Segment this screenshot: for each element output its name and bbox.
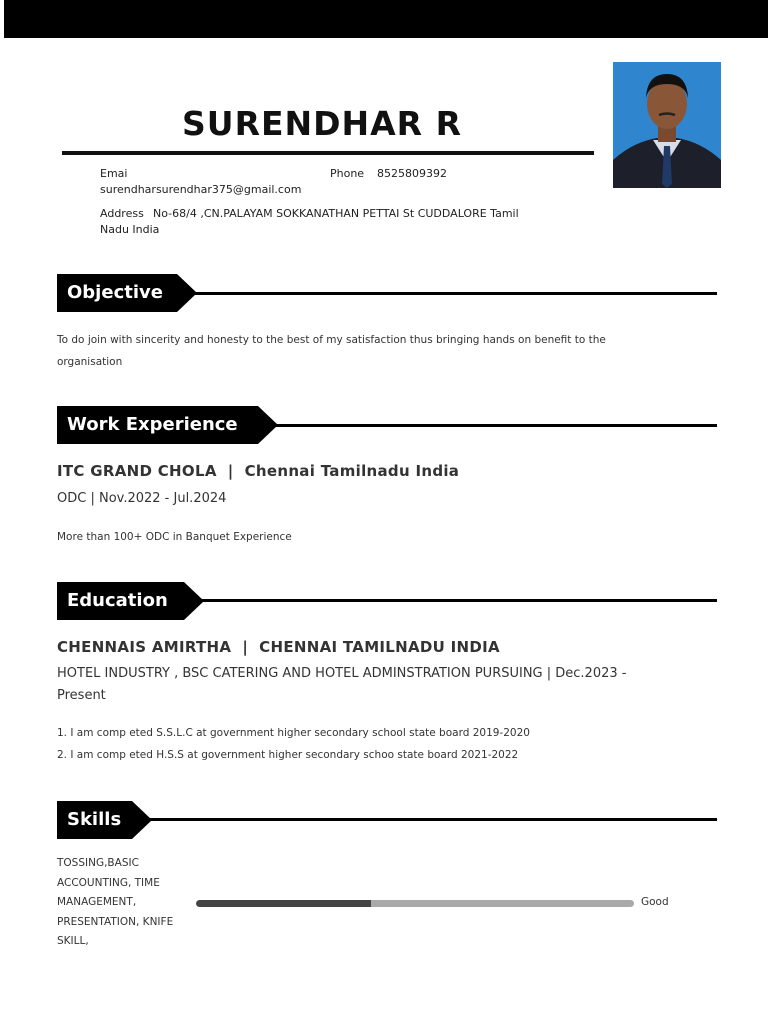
objective-text-line-2: organisation [57,356,123,368]
skills-heading: Skills [57,801,132,839]
skill-line: TOSSING,BASIC [57,857,139,869]
skill-line: ACCOUNTING, TIME [57,876,160,889]
skill-level-label: Good [641,896,669,908]
phone-value: 8525809392 [377,167,447,180]
objective-heading: Objective [57,274,177,312]
work-role-dates: ODC | Nov.2022 - Jul.2024 [57,491,227,506]
skill-line: SKILL, [57,935,89,947]
work-heading: Work Experience [57,406,258,444]
address-line-2: Nadu India [100,223,160,236]
work-organization: ITC GRAND CHOLA | Chennai Tamilnadu India [57,462,460,480]
skill-list [57,854,192,952]
email-value: surendharsurendhar375@gmail.com [100,183,302,196]
education-item-2: 2. I am comp eted H.S.S at government higher secondary schoo state board 2021-2022 [57,749,519,761]
education-item-1: 1. I am comp eted S.S.L.C at government higher secondary school state board 2019-2020 [57,727,530,739]
name-underline [62,151,594,155]
education-course-line-1: HOTEL INDUSTRY , BSC CATERING AND HOTEL ADMINSTRATION PURSUING | Dec.2023 - [57,666,627,681]
objective-divider [190,292,717,295]
work-divider [270,424,717,427]
skills-divider [144,818,717,821]
candidate-name: SURENDHAR R [182,104,462,143]
skill-line: MANAGEMENT, [57,896,137,908]
skill-level-fill [196,900,371,907]
email-label: Emai [100,167,128,180]
education-divider [196,599,717,602]
education-institution: CHENNAIS AMIRTHA | CHENNAI TAMILNADU INDIA [57,638,500,656]
education-heading: Education [57,582,184,620]
profile-photo [613,62,721,188]
address-label: Address [100,207,144,220]
top-black-bar [4,0,768,38]
phone-label: Phone [330,167,365,180]
education-course-line-2: Present [57,688,106,703]
skill-level-bar [196,900,634,907]
address-line-1: No-68/4 ,CN.PALAYAM SOKKANATHAN PETTAI St CUDDALORE Tamil [153,207,519,220]
objective-text-line-1: To do join with sincerity and honesty to the best of my satisfaction thus bringing hands on benefit to the [57,334,606,346]
portrait-image [613,62,721,188]
skill-line: PRESENTATION, KNIFE [57,915,174,928]
work-description: More than 100+ ODC in Banquet Experience [57,531,292,543]
